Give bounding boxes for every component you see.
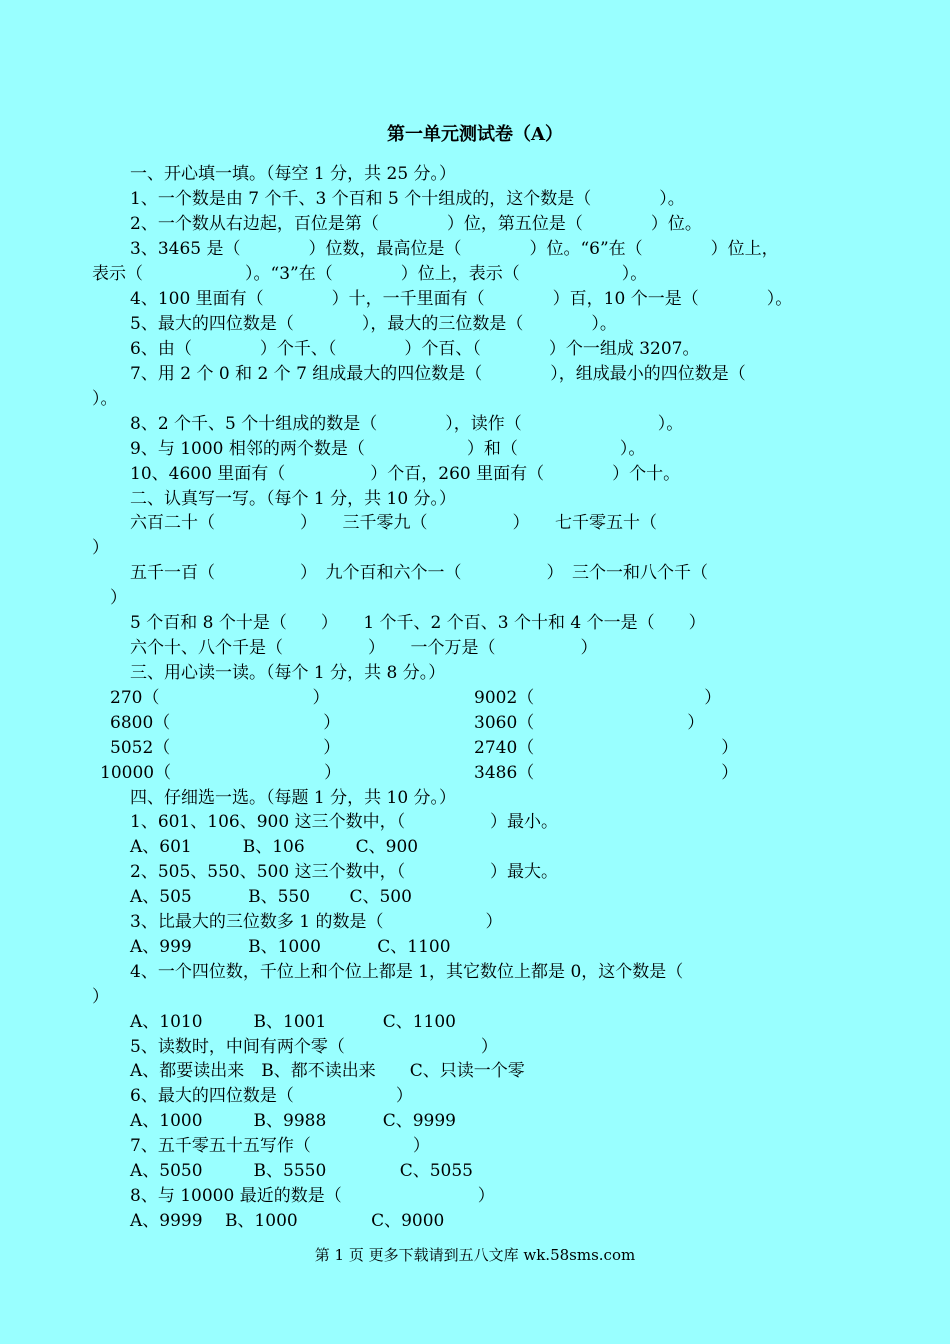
question-line: 3、3465 是（ ）位数，最高位是（ ）位。“6”在（ ）位上， bbox=[130, 239, 779, 259]
reading-item: 5052（ ） bbox=[110, 738, 341, 758]
section-4-heading: 四、仔细选一选。（每题 1 分，共 10 分。） bbox=[130, 788, 457, 808]
reading-item: 270（ ） bbox=[110, 688, 330, 708]
choice-options: A、505 B、550 C、500 bbox=[130, 887, 412, 907]
question-line: 6、由（ ）个千、（ ）个百、（ ）个一组成 3207。 bbox=[130, 339, 700, 359]
question-line: ）。 bbox=[92, 389, 118, 409]
choice-options: A、1000 B、9988 C、9999 bbox=[130, 1111, 456, 1131]
question-line: 4、一个四位数，千位上和个位上都是 1，其它数位上都是 0，这个数是（ bbox=[130, 962, 684, 982]
question-line: 六个十、八个千是（ ） 一个万是（ ） bbox=[130, 638, 598, 658]
section-2-heading: 二、认真写一写。（每个 1 分，共 10 分。） bbox=[130, 489, 457, 509]
choice-options: A、9999 B、1000 C、9000 bbox=[130, 1211, 445, 1231]
question-line: 2、505、550、500 这三个数中，（ ）最大。 bbox=[130, 862, 559, 882]
question-line: 8、与 10000 最近的数是（ ） bbox=[130, 1186, 495, 1206]
question-line: ） bbox=[92, 987, 109, 1007]
page-footer: 第 1 页 更多下载请到五八文库 wk.58sms.com bbox=[314, 1246, 636, 1264]
reading-item: 9002（ ） bbox=[474, 688, 722, 708]
choice-options: A、都要读出来 B、都不读出来 C、只读一个零 bbox=[130, 1061, 525, 1081]
question-line: ） bbox=[110, 588, 127, 608]
section-1-heading: 一、开心填一填。（每空 1 分，共 25 分。） bbox=[130, 164, 457, 184]
choice-options: A、1010 B、1001 C、1100 bbox=[130, 1012, 456, 1032]
choice-options: A、999 B、1000 C、1100 bbox=[130, 937, 451, 957]
choice-options: A、5050 B、5550 C、5055 bbox=[130, 1161, 473, 1181]
question-line: 5 个百和 8 个十是（ ） 1 个千、2 个百、3 个十和 4 个一是（ ） bbox=[130, 613, 706, 633]
question-line: 5、读数时，中间有两个零（ ） bbox=[130, 1037, 498, 1057]
question-line: 六百二十（ ） 三千零九（ ） 七千零五十（ bbox=[130, 513, 657, 533]
question-line: ） bbox=[92, 538, 109, 558]
question-line: 7、用 2 个 0 和 2 个 7 组成最大的四位数是（ ），组成最小的四位数是（ bbox=[130, 364, 746, 384]
question-line: 1、601、106、900 这三个数中，（ ）最小。 bbox=[130, 812, 559, 832]
reading-item: 3060（ ） bbox=[474, 713, 705, 733]
question-line: 6、最大的四位数是（ ） bbox=[130, 1086, 413, 1106]
question-line: 5、最大的四位数是（ ），最大的三位数是（ ）。 bbox=[130, 314, 617, 334]
question-line: 1、一个数是由 7 个千、3 个百和 5 个十组成的，这个数是（ ）。 bbox=[130, 189, 685, 209]
question-line: 9、与 1000 相邻的两个数是（ ）和（ ）。 bbox=[130, 439, 646, 459]
reading-item: 2740（ ） bbox=[474, 738, 739, 758]
page-title: 第一单元测试卷（A） bbox=[387, 124, 563, 145]
reading-item: 10000（ ） bbox=[100, 763, 342, 783]
question-line: 2、一个数从右边起，百位是第（ ）位，第五位是（ ）位。 bbox=[130, 214, 702, 234]
question-line: 4、100 里面有（ ）十，一千里面有（ ）百，10 个一是（ ）。 bbox=[130, 289, 793, 309]
section-3-heading: 三、用心读一读。（每个 1 分，共 8 分。） bbox=[130, 663, 446, 683]
question-line: 7、五千零五十五写作（ ） bbox=[130, 1136, 430, 1156]
question-line: 表示（ ）。“3”在（ ）位上，表示（ ）。 bbox=[92, 264, 648, 284]
choice-options: A、601 B、106 C、900 bbox=[130, 837, 419, 857]
question-line: 3、比最大的三位数多 1 的数是（ ） bbox=[130, 912, 503, 932]
reading-item: 6800（ ） bbox=[110, 713, 341, 733]
reading-item: 3486（ ） bbox=[474, 763, 739, 783]
question-line: 五千一百（ ） 九个百和六个一（ ） 三个一和八个千（ bbox=[130, 563, 708, 583]
question-line: 8、2 个千、5 个十组成的数是（ ），读作（ ）。 bbox=[130, 414, 684, 434]
question-line: 10、4600 里面有（ ）个百，260 里面有（ ）个十。 bbox=[130, 464, 681, 484]
